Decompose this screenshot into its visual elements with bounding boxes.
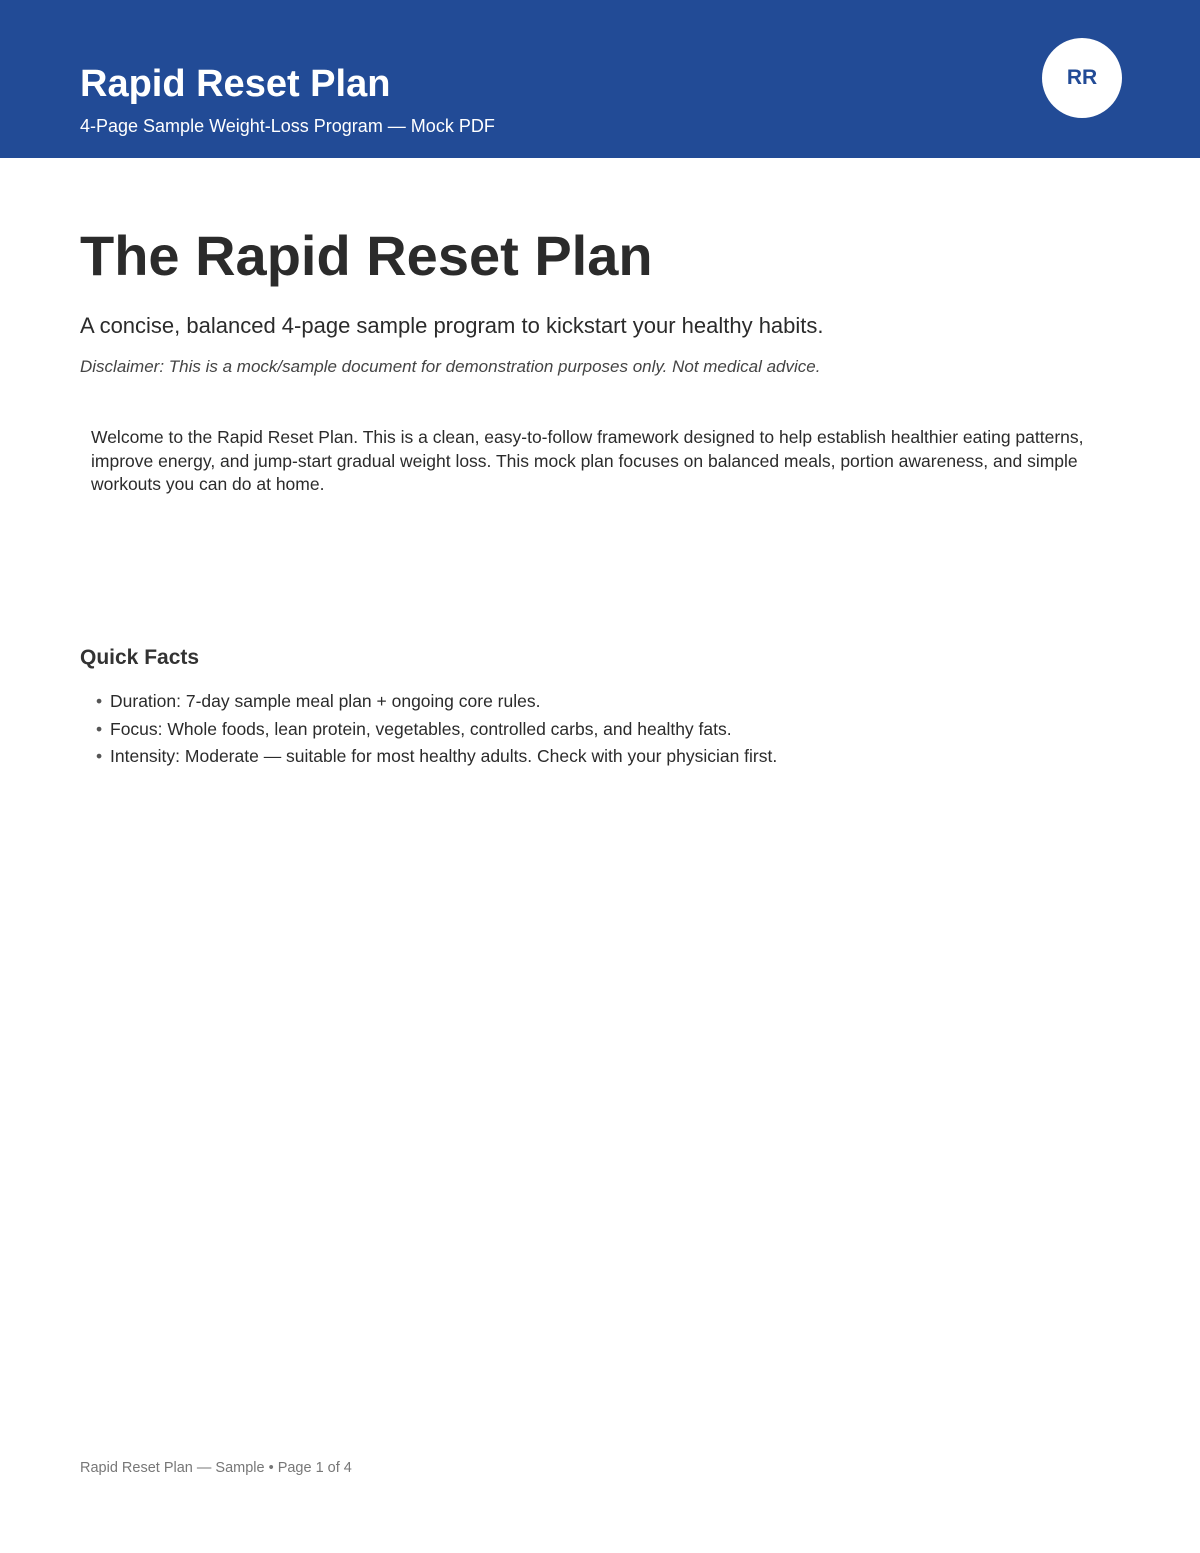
tagline: A concise, balanced 4-page sample program to kickstart your healthy habits. <box>80 313 824 338</box>
list-item <box>96 716 777 744</box>
quick-facts-heading: Quick Facts <box>80 646 200 669</box>
banner-subtitle: 4-Page Sample Weight-Loss Program — Mock PDF <box>80 116 495 136</box>
page-footer: Rapid Reset Plan — Sample • Page 1 of 4 <box>80 1460 352 1476</box>
intro-paragraph: Welcome to the Rapid Reset Plan. This is a clean, easy-to-follow framework designed to help establish healthier eating patterns, improve energy, and jump-start gradual weight loss. This mock plan focuses on balanced meals, portion awareness, and simple workouts you can do at home. <box>91 427 1084 494</box>
list-item <box>96 743 777 771</box>
header-banner <box>0 0 1200 158</box>
quick-facts-list <box>96 688 777 771</box>
fact-text: Duration: 7-day sample meal plan + ongoing core rules. <box>110 691 541 711</box>
logo-badge: RR <box>1042 38 1122 118</box>
bullet-icon: • <box>96 746 103 766</box>
fact-text: Intensity: Moderate — suitable for most healthy adults. Check with your physician first. <box>110 746 778 766</box>
list-item <box>96 688 777 716</box>
fact-text: Focus: Whole foods, lean protein, vegetables, controlled carbs, and healthy fats. <box>110 718 732 739</box>
bullet-icon: • <box>96 718 103 739</box>
banner-title: Rapid Reset Plan <box>80 63 391 105</box>
bullet-icon: • <box>96 691 103 711</box>
page-title: The Rapid Reset Plan <box>80 224 653 287</box>
disclaimer: Disclaimer: This is a mock/sample document for demonstration purposes only. Not medical advice. <box>80 357 821 376</box>
